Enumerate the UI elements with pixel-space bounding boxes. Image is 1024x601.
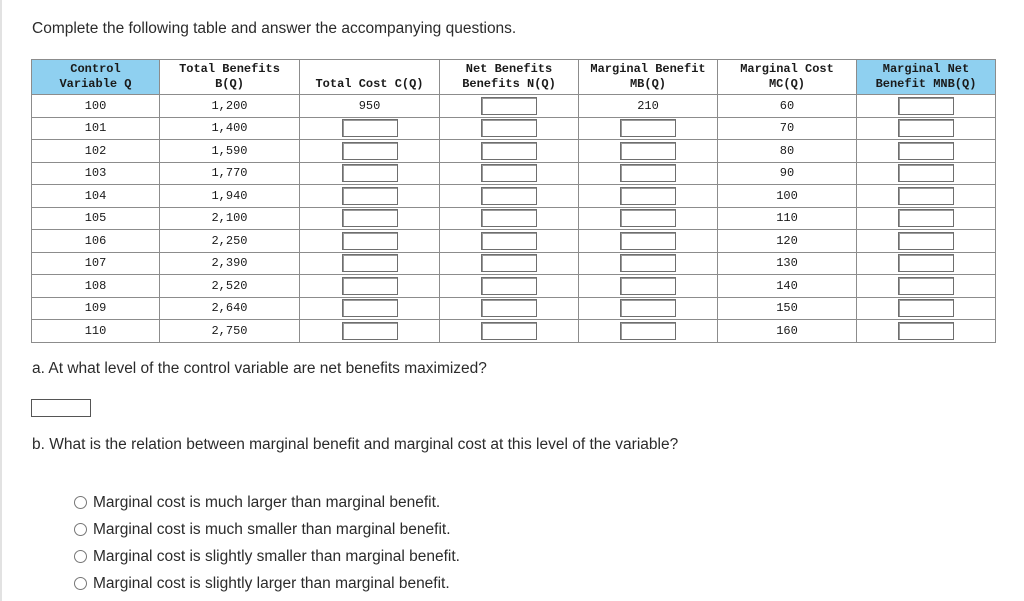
cell-marginal-cost: 90 xyxy=(718,162,857,185)
cell-q: 110 xyxy=(32,320,160,343)
option-label: Marginal cost is much smaller than marginal benefit. xyxy=(93,520,451,538)
answer-a-input[interactable] xyxy=(31,399,91,417)
question-a: a. At what level of the control variable are net benefits maximized? xyxy=(32,360,487,377)
net-benefit-input[interactable] xyxy=(481,254,537,272)
cell-marginal-benefit xyxy=(579,140,718,163)
cell-total-benefit: 1,400 xyxy=(160,117,300,140)
option-label: Marginal cost is slightly larger than marginal benefit. xyxy=(93,574,450,592)
cell-total-cost xyxy=(300,252,440,275)
marginal-benefit-input[interactable] xyxy=(620,209,676,227)
cell-total-cost xyxy=(300,162,440,185)
cell-net-benefit xyxy=(440,275,579,298)
marginal-net-benefit-input[interactable] xyxy=(898,97,954,115)
net-benefit-input[interactable] xyxy=(481,277,537,295)
cell-q: 103 xyxy=(32,162,160,185)
cell-marginal-net-benefit xyxy=(857,162,996,185)
cell-marginal-benefit: 210 xyxy=(579,95,718,118)
radio-button[interactable] xyxy=(74,496,87,509)
cell-q: 107 xyxy=(32,252,160,275)
cell-marginal-cost: 60 xyxy=(718,95,857,118)
cell-net-benefit xyxy=(440,95,579,118)
cell-marginal-benefit xyxy=(579,252,718,275)
table-row xyxy=(32,275,996,298)
cell-q: 108 xyxy=(32,275,160,298)
option-row[interactable] xyxy=(74,543,460,570)
header-total-cost: Total Cost C(Q) xyxy=(300,60,440,95)
radio-button[interactable] xyxy=(74,577,87,590)
cell-net-benefit xyxy=(440,162,579,185)
net-benefit-input[interactable] xyxy=(481,187,537,205)
cell-q: 101 xyxy=(32,117,160,140)
table-row xyxy=(32,185,996,208)
marginal-benefit-input[interactable] xyxy=(620,232,676,250)
total-cost-input[interactable] xyxy=(342,277,398,295)
net-benefit-input[interactable] xyxy=(481,142,537,160)
header-total-benefits: Total Benefits B(Q) xyxy=(160,60,300,95)
header-marginal-cost: Marginal Cost MC(Q) xyxy=(718,60,857,95)
cell-net-benefit xyxy=(440,117,579,140)
cell-marginal-benefit xyxy=(579,320,718,343)
marginal-benefit-input[interactable] xyxy=(620,187,676,205)
cell-q: 109 xyxy=(32,297,160,320)
cell-q: 104 xyxy=(32,185,160,208)
cell-q: 100 xyxy=(32,95,160,118)
cell-net-benefit xyxy=(440,185,579,208)
total-cost-input[interactable] xyxy=(342,299,398,317)
table-row xyxy=(32,95,996,118)
cell-marginal-net-benefit xyxy=(857,297,996,320)
question-b: b. What is the relation between marginal benefit and marginal cost at this level of the variable? xyxy=(32,436,679,453)
marginal-net-benefit-input[interactable] xyxy=(898,142,954,160)
marginal-net-benefit-input[interactable] xyxy=(898,277,954,295)
cell-total-benefit: 1,200 xyxy=(160,95,300,118)
cell-marginal-benefit xyxy=(579,117,718,140)
table-row xyxy=(32,252,996,275)
cell-marginal-net-benefit xyxy=(857,117,996,140)
cell-q: 105 xyxy=(32,207,160,230)
cell-marginal-net-benefit xyxy=(857,207,996,230)
net-benefit-input[interactable] xyxy=(481,209,537,227)
cell-total-cost xyxy=(300,207,440,230)
marginal-benefit-input[interactable] xyxy=(620,322,676,340)
total-cost-input[interactable] xyxy=(342,232,398,250)
cell-marginal-net-benefit xyxy=(857,275,996,298)
option-row[interactable] xyxy=(74,570,460,597)
marginal-net-benefit-input[interactable] xyxy=(898,322,954,340)
radio-button[interactable] xyxy=(74,550,87,563)
cell-q: 102 xyxy=(32,140,160,163)
cell-marginal-cost: 140 xyxy=(718,275,857,298)
cell-total-benefit: 1,770 xyxy=(160,162,300,185)
cell-total-cost xyxy=(300,117,440,140)
cell-total-cost xyxy=(300,185,440,208)
cell-marginal-cost: 160 xyxy=(718,320,857,343)
instruction-text: Complete the following table and answer the accompanying questions. xyxy=(32,20,517,37)
cell-total-benefit: 1,940 xyxy=(160,185,300,208)
cell-marginal-cost: 150 xyxy=(718,297,857,320)
marginal-benefit-input[interactable] xyxy=(620,299,676,317)
header-marginal-net-benefit: Marginal Net Benefit MNB(Q) xyxy=(857,60,996,95)
cell-total-benefit: 2,640 xyxy=(160,297,300,320)
total-cost-input[interactable] xyxy=(342,187,398,205)
cell-total-benefit: 2,390 xyxy=(160,252,300,275)
marginal-net-benefit-input[interactable] xyxy=(898,232,954,250)
total-cost-input[interactable] xyxy=(342,254,398,272)
cell-marginal-net-benefit xyxy=(857,320,996,343)
net-benefit-input[interactable] xyxy=(481,119,537,137)
cell-total-cost xyxy=(300,230,440,253)
cell-net-benefit xyxy=(440,207,579,230)
table-row xyxy=(32,297,996,320)
cell-marginal-benefit xyxy=(579,297,718,320)
option-label: Marginal cost is slightly smaller than marginal benefit. xyxy=(93,547,460,565)
cell-marginal-benefit xyxy=(579,230,718,253)
cell-marginal-net-benefit xyxy=(857,95,996,118)
cell-total-cost: 950 xyxy=(300,95,440,118)
cell-marginal-cost: 70 xyxy=(718,117,857,140)
cell-marginal-net-benefit xyxy=(857,252,996,275)
cell-total-cost xyxy=(300,297,440,320)
marginal-net-benefit-input[interactable] xyxy=(898,254,954,272)
cell-total-benefit: 2,250 xyxy=(160,230,300,253)
cell-marginal-benefit xyxy=(579,162,718,185)
marginal-benefit-input[interactable] xyxy=(620,119,676,137)
net-benefit-input[interactable] xyxy=(481,232,537,250)
net-benefit-input[interactable] xyxy=(481,164,537,182)
cell-marginal-benefit xyxy=(579,185,718,208)
cell-net-benefit xyxy=(440,297,579,320)
marginal-net-benefit-input[interactable] xyxy=(898,299,954,317)
marginal-benefit-input[interactable] xyxy=(620,142,676,160)
cell-marginal-benefit xyxy=(579,275,718,298)
cell-net-benefit xyxy=(440,320,579,343)
cell-marginal-cost: 110 xyxy=(718,207,857,230)
cell-total-benefit: 2,100 xyxy=(160,207,300,230)
marginal-net-benefit-input[interactable] xyxy=(898,119,954,137)
marginal-net-benefit-input[interactable] xyxy=(898,187,954,205)
table-row xyxy=(32,320,996,343)
header-net-benefits: Net Benefits Benefits N(Q) xyxy=(440,60,579,95)
net-benefit-input[interactable] xyxy=(481,97,537,115)
option-row[interactable] xyxy=(74,489,460,516)
table-row xyxy=(32,207,996,230)
marginal-net-benefit-input[interactable] xyxy=(898,164,954,182)
cell-marginal-cost: 130 xyxy=(718,252,857,275)
cell-total-cost xyxy=(300,320,440,343)
marginal-net-benefit-input[interactable] xyxy=(898,209,954,227)
cell-net-benefit xyxy=(440,140,579,163)
marginal-benefit-input[interactable] xyxy=(620,254,676,272)
marginal-benefit-input[interactable] xyxy=(620,164,676,182)
cell-total-cost xyxy=(300,140,440,163)
header-control-variable: Control Variable Q xyxy=(32,60,160,95)
total-cost-input[interactable] xyxy=(342,322,398,340)
option-row[interactable] xyxy=(74,516,460,543)
table-row xyxy=(32,140,996,163)
cell-net-benefit xyxy=(440,230,579,253)
cell-marginal-net-benefit xyxy=(857,230,996,253)
marginal-benefit-input[interactable] xyxy=(620,277,676,295)
radio-button[interactable] xyxy=(74,523,87,536)
net-benefit-input[interactable] xyxy=(481,322,537,340)
total-cost-input[interactable] xyxy=(342,209,398,227)
cell-marginal-net-benefit xyxy=(857,140,996,163)
table-row xyxy=(32,230,996,253)
cell-total-benefit: 1,590 xyxy=(160,140,300,163)
cell-total-cost xyxy=(300,275,440,298)
net-benefit-input[interactable] xyxy=(481,299,537,317)
benefit-cost-table xyxy=(31,59,996,343)
total-cost-input[interactable] xyxy=(342,142,398,160)
cell-marginal-benefit xyxy=(579,207,718,230)
left-edge-line xyxy=(0,0,2,601)
option-label: Marginal cost is much larger than marginal benefit. xyxy=(93,493,441,511)
cell-marginal-cost: 100 xyxy=(718,185,857,208)
cell-q: 106 xyxy=(32,230,160,253)
cell-total-benefit: 2,520 xyxy=(160,275,300,298)
cell-total-benefit: 2,750 xyxy=(160,320,300,343)
answer-b-options xyxy=(74,489,460,597)
cell-net-benefit xyxy=(440,252,579,275)
cell-marginal-net-benefit xyxy=(857,185,996,208)
cell-marginal-cost: 80 xyxy=(718,140,857,163)
cell-marginal-cost: 120 xyxy=(718,230,857,253)
total-cost-input[interactable] xyxy=(342,164,398,182)
total-cost-input[interactable] xyxy=(342,119,398,137)
table-row xyxy=(32,162,996,185)
table-row xyxy=(32,117,996,140)
header-marginal-benefit: Marginal Benefit MB(Q) xyxy=(579,60,718,95)
